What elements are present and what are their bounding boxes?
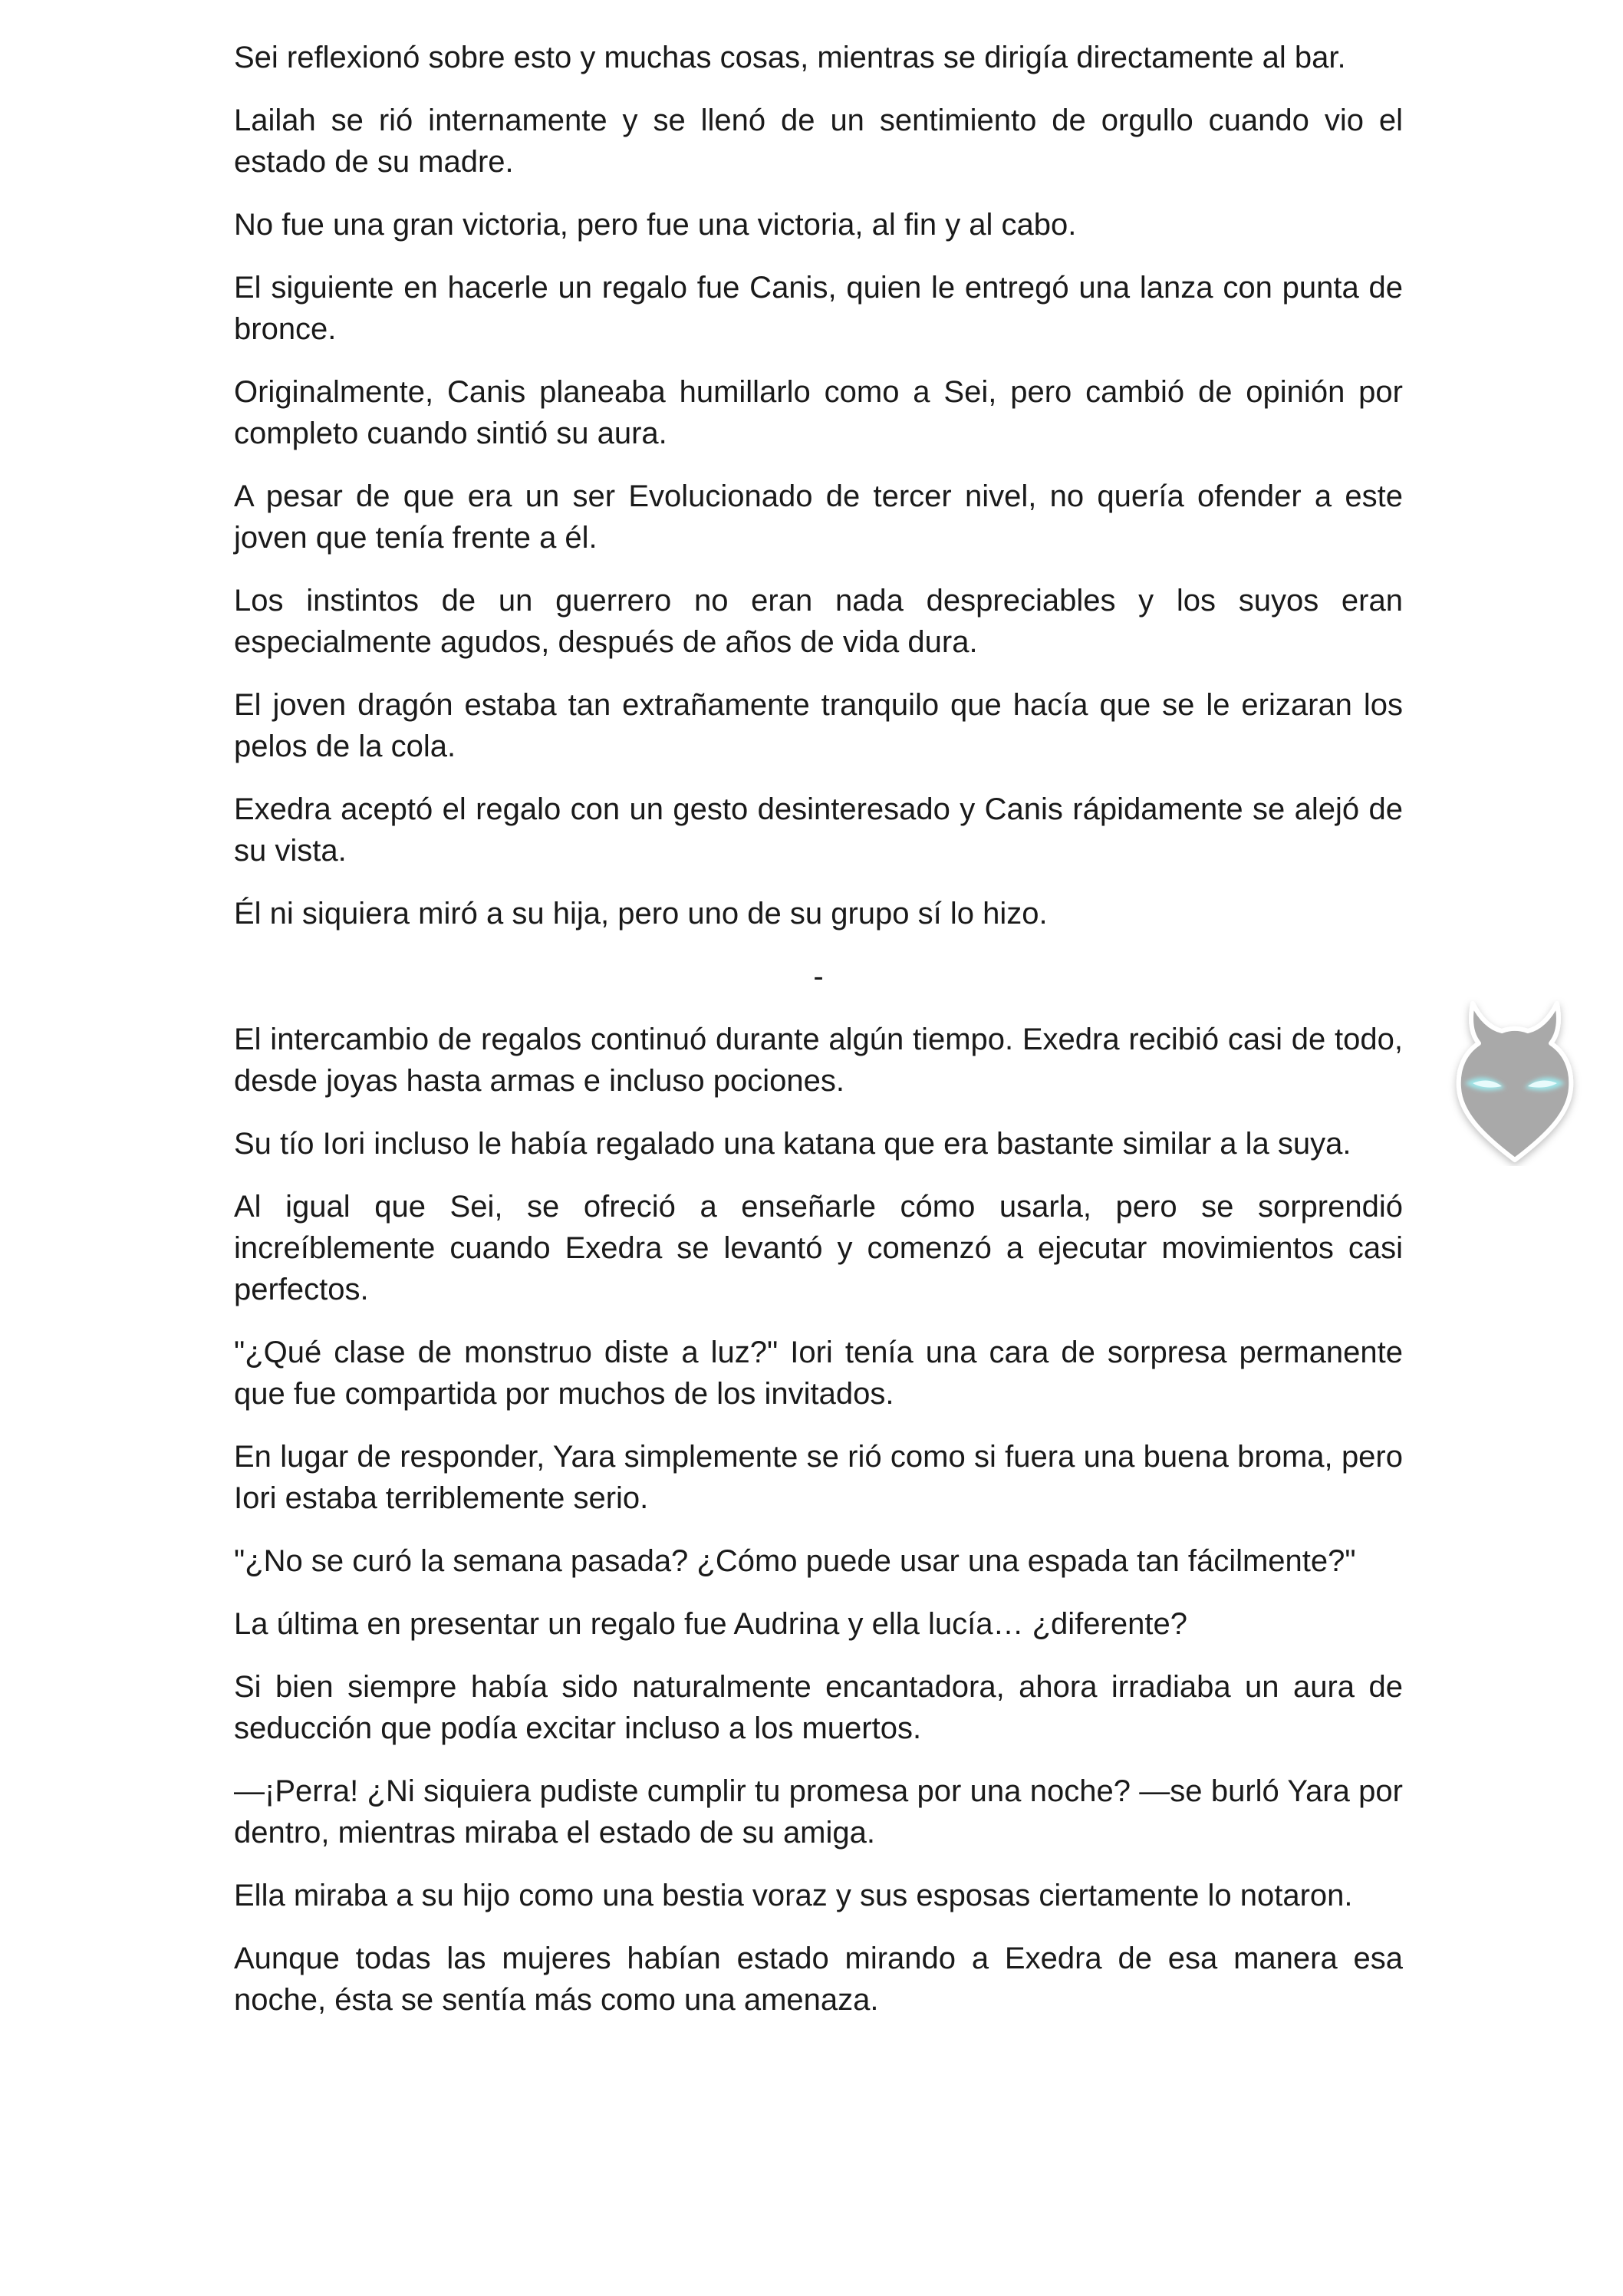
paragraph: Aunque todas las mujeres habían estado mirando a Exedra de esa manera esa noche, ésta se sentía más como una amenaza.	[234, 1942, 1403, 2017]
paragraph: "¿No se curó la semana pasada? ¿Cómo puede usar una espada tan fácilmente?"	[234, 1544, 1356, 1578]
paragraph: El joven dragón estaba tan extrañamente tranquilo que hacía que se le erizaran los pelos de la cola.	[234, 688, 1403, 763]
paragraph: El intercambio de regalos continuó durante algún tiempo. Exedra recibió casi de todo, desde joyas hasta armas e incluso pociones.	[234, 1023, 1403, 1098]
paragraph: Al igual que Sei, se ofreció a enseñarle cómo usarla, pero se sorprendió increíblemente cuando Exedra se levantó y comenzó a ejecutar movimientos casi perfectos.	[234, 1190, 1403, 1306]
paragraph: Exedra aceptó el regalo con un gesto desinteresado y Canis rápidamente se alejó de su vista.	[234, 792, 1403, 868]
paragraph: A pesar de que era un ser Evolucionado de tercer nivel, no quería ofender a este joven que tenía frente a él.	[234, 479, 1403, 555]
paragraph: Ella miraba a su hijo como una bestia voraz y sus esposas ciertamente lo notaron.	[234, 1879, 1353, 1912]
paragraph: —¡Perra! ¿Ni siquiera pudiste cumplir tu promesa por una noche? —se burló Yara por dentro, mientras miraba el estado de su amiga.	[234, 1774, 1403, 1850]
section-separator: -	[813, 960, 824, 993]
paragraph: Originalmente, Canis planeaba humillarlo como a Sei, pero cambió de opinión por completo cuando sintió su aura.	[234, 375, 1403, 450]
paragraph: En lugar de responder, Yara simplemente se rió como si fuera una buena broma, pero Iori estaba terriblemente serio.	[234, 1440, 1403, 1515]
paragraph: El siguiente en hacerle un regalo fue Canis, quien le entregó una lanza con punta de bronce.	[234, 271, 1403, 346]
paragraph: La última en presentar un regalo fue Audrina y ella lucía… ¿diferente?	[234, 1607, 1187, 1641]
paragraph: "¿Qué clase de monstruo diste a luz?" Iori tenía una cara de sorpresa permanente que fue compartida por muchos de los invitados.	[234, 1336, 1403, 1411]
paragraph: Lailah se rió internamente y se llenó de un sentimiento de orgullo cuando vio el estado de su madre.	[234, 104, 1403, 179]
paragraph: Él ni siquiera miró a su hija, pero uno de su grupo sí lo hizo.	[234, 897, 1048, 931]
paragraph: No fue una gran victoria, pero fue una victoria, al fin y al cabo.	[234, 208, 1077, 242]
demon-head-icon	[1442, 997, 1588, 1166]
paragraph: Su tío Iori incluso le había regalado una katana que era bastante similar a la suya.	[234, 1127, 1351, 1161]
paragraph: Si bien siempre había sido naturalmente encantadora, ahora irradiaba un aura de seducción que podía excitar incluso a los muertos.	[234, 1670, 1403, 1745]
paragraph: Los instintos de un guerrero no eran nada despreciables y los suyos eran especialmente agudos, después de años de vida dura.	[234, 584, 1403, 659]
paragraph: Sei reflexionó sobre esto y muchas cosas, mientras se dirigía directamente al bar.	[234, 41, 1346, 74]
document-body	[234, 37, 1403, 2042]
